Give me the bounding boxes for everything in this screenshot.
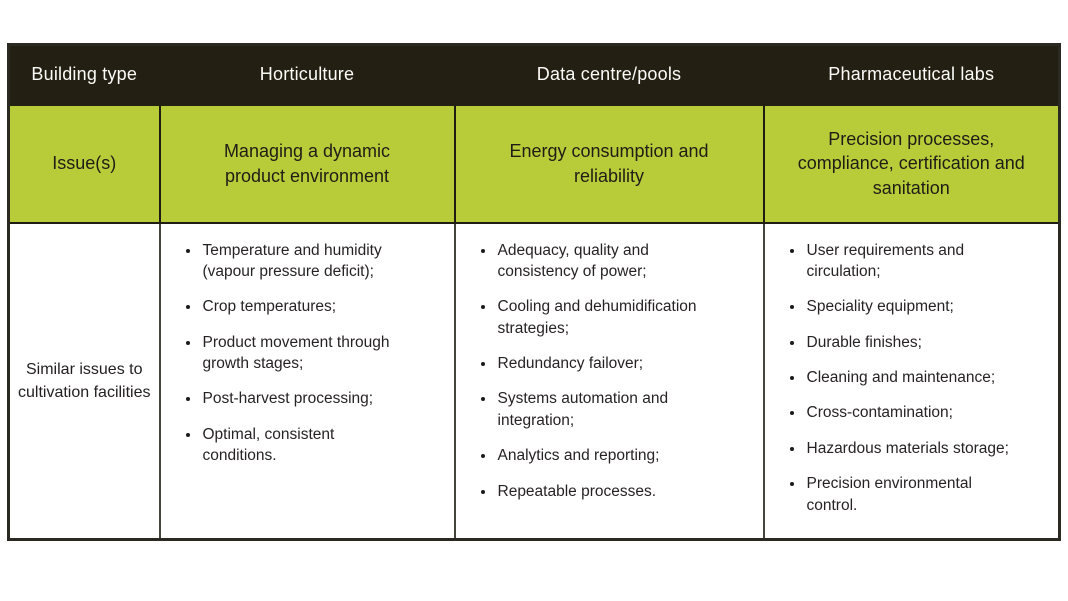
- pharma-issues-list: [765, 240, 1059, 516]
- list-item: • Adequacy, quality and consistency of power;: [496, 240, 713, 283]
- issues-data-centre-text: Energy consumption and reliability: [509, 141, 709, 186]
- data-centre-issues-list: [456, 240, 763, 502]
- list-item: • Temperature and humidity (vapour pressure deficit);: [201, 240, 413, 283]
- list-item: • Repeatable processes.: [496, 481, 713, 502]
- header-row: [9, 45, 1060, 105]
- list-item: • Durable finishes;: [805, 332, 1027, 353]
- details-cell-pharma: [764, 223, 1060, 540]
- list-item: • Cleaning and maintenance;: [805, 367, 1027, 388]
- list-item: • Post-harvest processing;: [201, 388, 413, 409]
- issues-horticulture-text: Managing a dynamic product environment: [223, 141, 391, 186]
- issues-row-label-text: Issue(s): [52, 153, 117, 174]
- header-cell-horticulture: Horticulture: [160, 45, 455, 105]
- list-item: • Hazardous materials storage;: [805, 438, 1027, 459]
- header-cell-data-centre-pools: Data centre/pools: [455, 45, 764, 105]
- horticulture-issues-list: [161, 240, 454, 467]
- header-cell-pharmaceutical-labs: Pharmaceutical labs: [764, 45, 1060, 105]
- list-item: • Crop temperatures;: [201, 296, 413, 317]
- details-cell-data-centre: [455, 223, 764, 540]
- list-item: • Systems automation and integration;: [496, 388, 713, 431]
- issues-cell-pharma: [764, 105, 1060, 223]
- list-item: • Precision environmental control.: [805, 473, 1027, 516]
- list-item: • Cooling and dehumidification strategies;: [496, 296, 713, 339]
- list-item: • Redundancy failover;: [496, 353, 713, 374]
- issues-row: [9, 105, 1060, 223]
- issues-cell-horticulture: [160, 105, 455, 223]
- list-item: • Product movement through growth stages;: [201, 332, 413, 375]
- building-type-comparison-table: [7, 43, 1061, 541]
- list-item: • Optimal, consistent conditions.: [201, 424, 413, 467]
- list-item: • Cross-contamination;: [805, 402, 1027, 423]
- details-row-label: Similar issues to cultivation facilities: [9, 223, 160, 540]
- list-item: • Analytics and reporting;: [496, 445, 713, 466]
- issues-cell-data-centre: [455, 105, 764, 223]
- list-item: • Speciality equipment;: [805, 296, 1027, 317]
- issues-pharma-text: Precision processes, compliance, certification and sanitation: [797, 129, 1025, 198]
- list-item: • User requirements and circulation;: [805, 240, 1027, 283]
- details-cell-horticulture: [160, 223, 455, 540]
- header-cell-building-type: Building type: [9, 45, 160, 105]
- issues-row-label: [9, 105, 160, 223]
- details-row: [9, 223, 1060, 540]
